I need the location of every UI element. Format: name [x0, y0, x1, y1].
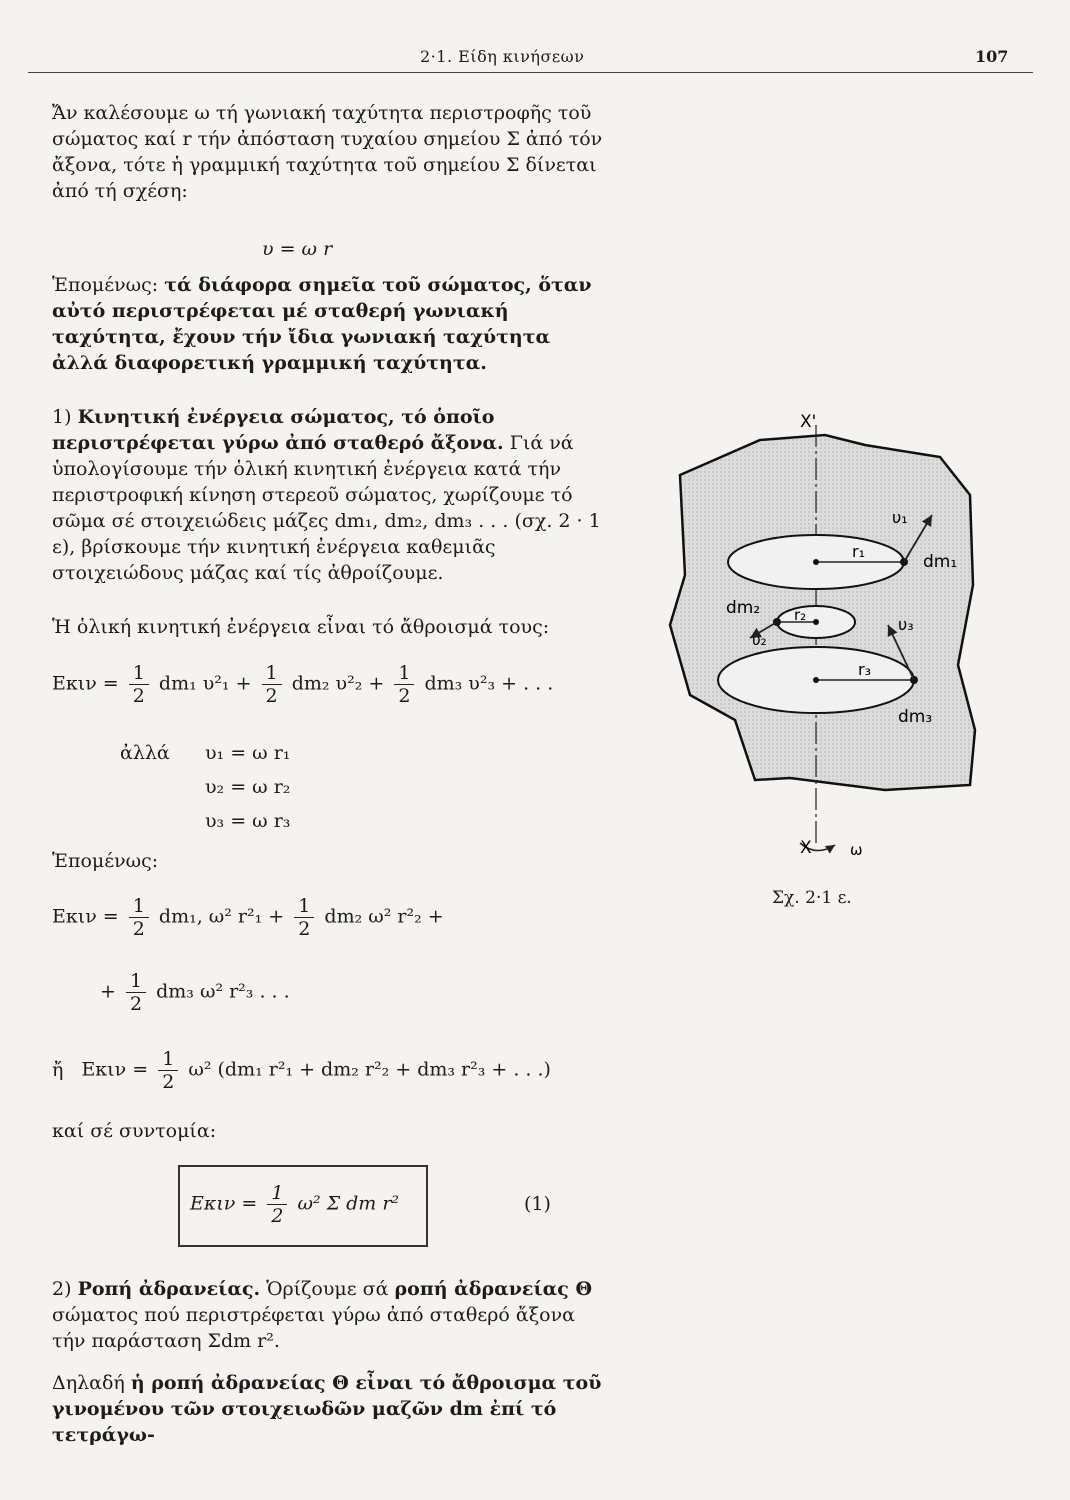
figure-caption: Σχ. 2·1 ε.	[772, 888, 852, 908]
ekin-label: Eκιν =	[52, 672, 119, 695]
paragraph-angular-velocity: Ἄν καλέσουμε ω τή γωνιακή ταχύτητα περιστροφῆς τοῦ σώματος καί r τήν ἀπόσταση τυχαίου σημείου Σ ἀπό τόν ἄξονα, τότε ἡ γραμμική ταχύτητα τοῦ σημείου Σ δίνεται ἀπό τή σχέση:	[52, 102, 603, 202]
or-label: ἤ	[52, 1058, 64, 1081]
dm1-label: dm₁	[923, 552, 958, 572]
boxed-equation	[190, 1182, 399, 1227]
page-number: 107	[975, 47, 1009, 66]
paragraph-kinetic-energy	[52, 404, 612, 586]
r2-label: r₂	[794, 606, 807, 624]
paragraph-moment-inertia	[52, 1276, 612, 1354]
dm3-label: dm₃	[898, 707, 933, 727]
ekin-label: Eκιν =	[81, 1058, 149, 1081]
in-short-label: καί σέ συντομία:	[52, 1120, 217, 1142]
v1-label: υ₁	[892, 508, 908, 527]
fraction-half: $\frac{1}{2}$	[158, 1048, 178, 1093]
axis-point-1	[813, 559, 819, 565]
equation-v2: υ₂ = ω r₂	[205, 776, 291, 798]
v2-label: υ₂	[752, 631, 767, 649]
r1-label: r₁	[852, 542, 865, 561]
equation-v-omega-r: υ = ω r	[262, 238, 333, 260]
v3-label: υ₃	[898, 615, 914, 634]
paragraph-consequently	[52, 272, 612, 376]
consequently-label-2: Ἑπομένως:	[52, 850, 159, 872]
term-3: dm₃ υ²₃ + . . .	[424, 672, 554, 695]
item-1-text: Γιά νά ὑπολογίσουμε τήν ὁλική κινητική ἐνέργεια κατά τήν περιστροφική κίνηση στερεοῦ σώματος, χωρίζουμε τό σῶμα σέ στοιχειώδεις μάζες dm₁, dm₂, dm₃ . . . (σχ. 2 · 1 ε), βρίσκουμε τήν κινητική ἐνέργεια καθεμιᾶς στοιχειώδους μάζας καί τίς ἀθροίζουμε.	[52, 432, 601, 584]
definition-lead: Δηλαδή	[52, 1372, 125, 1394]
section-title: 2·1. Είδη κινήσεων	[420, 47, 585, 66]
axis-point-3	[813, 677, 819, 683]
equation-factored	[52, 1048, 551, 1093]
box-rhs: ω² Σ dm r²	[297, 1192, 400, 1215]
definition-statement: ἡ ροπή ἀδρανείας Θ εἶναι τό ἄθροισμα τοῦ γινομένου τῶν στοιχειωδῶν μαζῶν dm ἐπί τό τετράγω-	[52, 1372, 602, 1446]
term-3: dm₃ ω² r²₃ . . .	[156, 980, 290, 1003]
term-1: dm₁ υ²₁ +	[158, 672, 252, 695]
item-2-text-2: σώματος πού περιστρέφεται γύρω ἀπό σταθερό ἄξονα τήν παράσταση Σdm r².	[52, 1304, 575, 1352]
equation-v3: υ₃ = ω r₃	[205, 810, 291, 832]
header-rule	[28, 72, 1033, 73]
equation-kinetic-sum	[52, 662, 553, 707]
rigid-body-figure	[640, 395, 1020, 885]
item-2-number: 2)	[52, 1278, 72, 1300]
fraction-half: $\frac{1}{2}$	[129, 662, 149, 707]
consequently-label: Ἑπομένως:	[52, 274, 159, 296]
item-1-heading: Κινητική ἐνέργεια σώματος, τό ὁποῖο περιστρέφεται γύρω ἀπό σταθερό ἄξονα.	[52, 406, 504, 454]
r3-label: r₃	[858, 660, 871, 679]
fraction-half: $\frac{1}{2}$	[126, 970, 146, 1015]
item-1-number: 1)	[52, 406, 72, 428]
fraction-half: $\frac{1}{2}$	[394, 662, 414, 707]
term-1: dm₁, ω² r²₁ +	[158, 905, 285, 928]
paragraph-total-energy: Ἡ ὁλική κινητική ἐνέργεια εἶναι τό ἄθροισμά τους:	[52, 616, 550, 638]
equation-v1: υ₁ = ω r₁	[205, 742, 291, 764]
box-lhs: Eκιν =	[190, 1192, 258, 1215]
axis-label-top: X'	[800, 412, 817, 432]
equation-number: (1)	[524, 1193, 551, 1215]
equation-kinetic-omega	[52, 895, 444, 940]
box-fraction: $\frac{1}{2}$	[267, 1182, 287, 1227]
item-2-text-1: Ὁρίζουμε σά	[266, 1278, 389, 1300]
item-2-term: ροπή ἀδρανείας Θ	[394, 1278, 592, 1300]
consequently-statement: τά διάφορα σημεῖα τοῦ σώματος, ὅταν αὐτό περιστρέφεται μέ σταθερή γωνιακή ταχύτητα, ἔχουν τήν ἴδια γωνιακή ταχύτητα ἀλλά διαφορετική γραμμική ταχύτητα.	[52, 274, 592, 374]
term-2: dm₂ ω² r²₂ +	[324, 905, 444, 928]
axis-point-2	[813, 619, 819, 625]
dm2-label: dm₂	[726, 598, 761, 618]
paragraph-definition	[52, 1370, 612, 1448]
factored-term: ω² (dm₁ r²₁ + dm₂ r²₂ + dm₃ r²₃ + . . .)	[188, 1058, 551, 1081]
plus-sign: +	[100, 980, 116, 1003]
term-2: dm₂ υ²₂ +	[291, 672, 385, 695]
axis-label-bottom: X	[800, 838, 812, 858]
equation-kinetic-omega-cont	[100, 970, 290, 1015]
but-label: ἀλλά	[120, 742, 170, 764]
item-2-heading: Ροπή ἀδρανείας.	[77, 1278, 261, 1300]
fraction-half: $\frac{1}{2}$	[294, 895, 314, 940]
fraction-half: $\frac{1}{2}$	[262, 662, 282, 707]
fraction-half: $\frac{1}{2}$	[129, 895, 149, 940]
omega-label: ω	[850, 841, 863, 859]
ekin-label: Eκιν =	[52, 905, 119, 928]
